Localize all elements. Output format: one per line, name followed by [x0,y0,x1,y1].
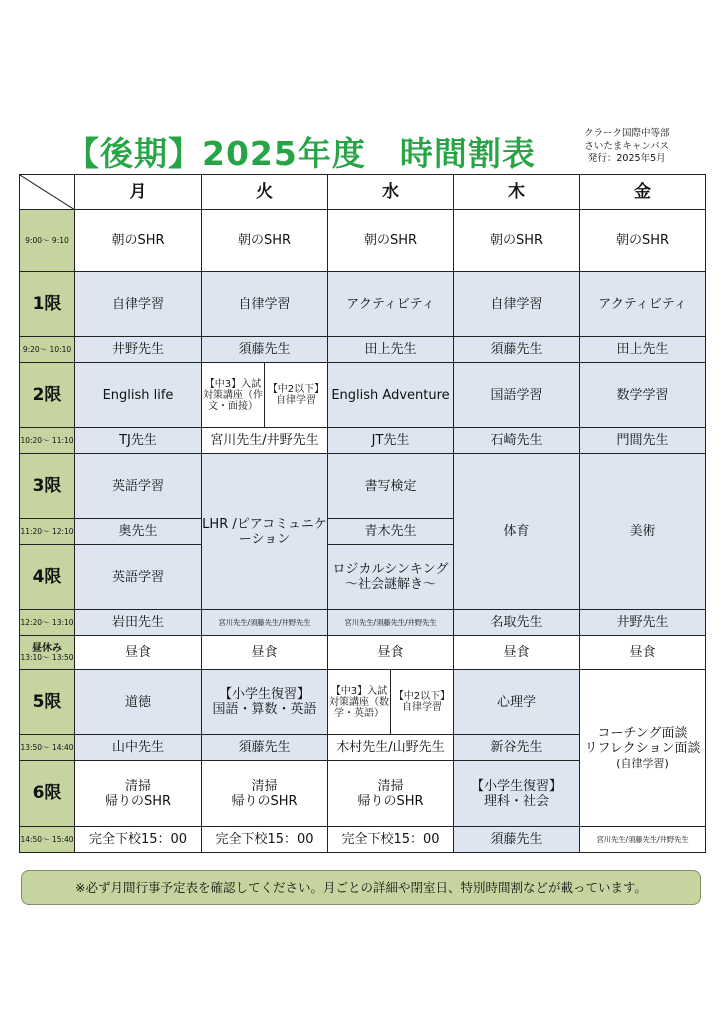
cell-p6-thu [454,761,580,827]
cell-shr-tue: 朝のSHR [202,210,328,272]
school-name: クラーク国際中等部 [584,128,670,139]
cell-p2-tue-grade3: 【中3】入試対策講座（作文・面接） [202,363,265,428]
cell-p6-mon-line2: 帰りのSHR [104,793,172,809]
period-5-label: 5限 [20,670,75,735]
teacher-p1-fri: 田上先生 [580,337,706,363]
coaching-line2: リフレクション面談 [584,740,701,756]
teacher-p5-wed: 木村先生/山野先生 [328,735,454,761]
cell-p2-thu: 国語学習 [454,363,580,428]
time-lunch: 13:10〜 13:50 [20,652,74,662]
day-header-wed: 水 [328,175,454,210]
teacher-p4-wed: 宮川先生/須藤先生/井野先生 [328,610,454,636]
time-p4: 12:20〜 13:10 [20,610,75,636]
cell-p1-fri: アクティビティ [580,272,706,337]
cell-p6-thu-line1: 【小学生復習】 [470,778,562,794]
cell-p5-tue [202,670,328,735]
teacher-p2-wed: JT先生 [328,428,454,454]
final-tue: 完全下校15：00 [202,827,328,853]
lunch-break-label [20,636,75,670]
period-2-label: 2限 [20,363,75,428]
cell-p3-wed: 書写検定 [328,454,454,519]
period-1-label: 1限 [20,272,75,337]
cell-p6-thu-line2: 理科・社会 [483,793,549,809]
cell-lunch-fri: 昼食 [580,636,706,670]
cell-lunch-wed: 昼食 [328,636,454,670]
cell-p5-p6-fri [580,670,706,827]
cell-lunch-thu: 昼食 [454,636,580,670]
cell-p6-mon-line1: 清掃 [124,778,151,794]
time-p5: 13:50〜 14:40 [20,735,75,761]
teacher-p5-thu: 新谷先生 [454,735,580,761]
cell-shr-mon: 朝のSHR [75,210,202,272]
period-6-label: 6限 [20,761,75,827]
campus-name: さいたまキャンパス [584,140,670,152]
corner-cell [20,175,75,210]
cell-shr-wed: 朝のSHR [328,210,454,272]
day-header-fri: 金 [580,175,706,210]
cell-p5-wed-grade2: 【中2以下】自律学習 [391,670,454,735]
teacher-p1-tue: 須藤先生 [202,337,328,363]
teacher-p4-mon: 岩田先生 [75,610,202,636]
teacher-p4-tue: 宮川先生/須藤先生/井野先生 [202,610,328,636]
teacher-p2-thu: 石崎先生 [454,428,580,454]
final-mon: 完全下校15：00 [75,827,202,853]
cell-p3-p4-fri: 美術 [580,454,706,610]
lunch-label: 昼休み [32,642,62,654]
teacher-p4-thu: 名取先生 [454,610,580,636]
page-title: 【後期】2025年度 時間割表 [66,134,536,173]
cell-shr-fri: 朝のSHR [580,210,706,272]
issue-date: 発行：2025年5月 [587,153,666,164]
cell-p6-tue-line1: 清掃 [251,778,278,794]
cell-p3-p4-tue: LHR /ピアコミュニケーション [202,454,328,610]
day-header-tue: 火 [202,175,328,210]
time-p6: 14:50〜 15:40 [20,827,75,853]
cell-p3-mon: 英語学習 [75,454,202,519]
teacher-p1-wed: 田上先生 [328,337,454,363]
teacher-p5-tue: 須藤先生 [202,735,328,761]
cell-p1-mon: 自律学習 [75,272,202,337]
cell-p5-thu: 心理学 [454,670,580,735]
teacher-p6-fri: 宮川先生/須藤先生/井野先生 [580,827,706,853]
cell-p1-wed: アクティビティ [328,272,454,337]
final-wed: 完全下校15：00 [328,827,454,853]
teacher-p5-mon: 山中先生 [75,735,202,761]
cell-p1-thu: 自律学習 [454,272,580,337]
cell-p3-p4-thu: 体育 [454,454,580,610]
cell-p5-mon: 道徳 [75,670,202,735]
time-p1: 9:20〜 10:10 [20,337,75,363]
cell-p6-tue-line2: 帰りのSHR [231,793,298,809]
cell-p2-wed: English Adventure [328,363,454,428]
teacher-p3-mon: 奥先生 [75,519,202,545]
coaching-line1: コーチング面談 [597,725,688,741]
publisher-info [584,128,670,166]
time-p2: 10:20〜 11:10 [20,428,75,454]
cell-p5-tue-line1: 【小学生復習】 [218,687,310,702]
cell-p5-tue-line2: 国語・算数・英語 [212,702,317,717]
day-header-mon: 月 [75,175,202,210]
cell-p6-wed-line2: 帰りのSHR [357,793,424,809]
teacher-p1-mon: 井野先生 [75,337,202,363]
teacher-p1-thu: 須藤先生 [454,337,580,363]
cell-lunch-tue: 昼食 [202,636,328,670]
cell-p1-tue: 自律学習 [202,272,328,337]
coaching-line3: (自律学習) [616,756,669,770]
corner-diagonal [20,175,75,210]
cell-p6-mon [75,761,202,827]
cell-p5-wed-grade3: 【中3】入試対策講座（数学・英語） [328,670,391,735]
cell-p2-tue-grade2: 【中2以下】自律学習 [265,363,328,428]
cell-p6-wed [328,761,454,827]
cell-shr-thu: 朝のSHR [454,210,580,272]
teacher-p6-thu: 須藤先生 [454,827,580,853]
timetable [19,174,706,853]
day-header-thu: 木 [454,175,580,210]
teacher-p2-fri: 門間先生 [580,428,706,454]
cell-p6-wed-line1: 清掃 [377,778,404,794]
cell-p4-mon: 英語学習 [75,545,202,610]
teacher-p4-fri: 井野先生 [580,610,706,636]
cell-lunch-mon: 昼食 [75,636,202,670]
teacher-p2-mon: TJ先生 [75,428,202,454]
teacher-p2-tue: 宮川先生/井野先生 [202,428,328,454]
cell-p2-mon: English life [75,363,202,428]
teacher-p3-wed: 青木先生 [328,519,454,545]
time-p3: 11:20〜 12:10 [20,519,75,545]
cell-p6-tue [202,761,328,827]
period-3-label: 3限 [20,454,75,519]
cell-p4-wed: ロジカルシンキング ～社会謎解き～ [328,545,454,610]
period-4-label: 4限 [20,545,75,610]
cell-p2-fri: 数学学習 [580,363,706,428]
notice-banner: ※必ず月間行事予定表を確認してください。月ごとの詳細や閉室日、特別時間割などが載っています。 [21,870,701,905]
time-shr: 9:00〜 9:10 [20,210,75,272]
